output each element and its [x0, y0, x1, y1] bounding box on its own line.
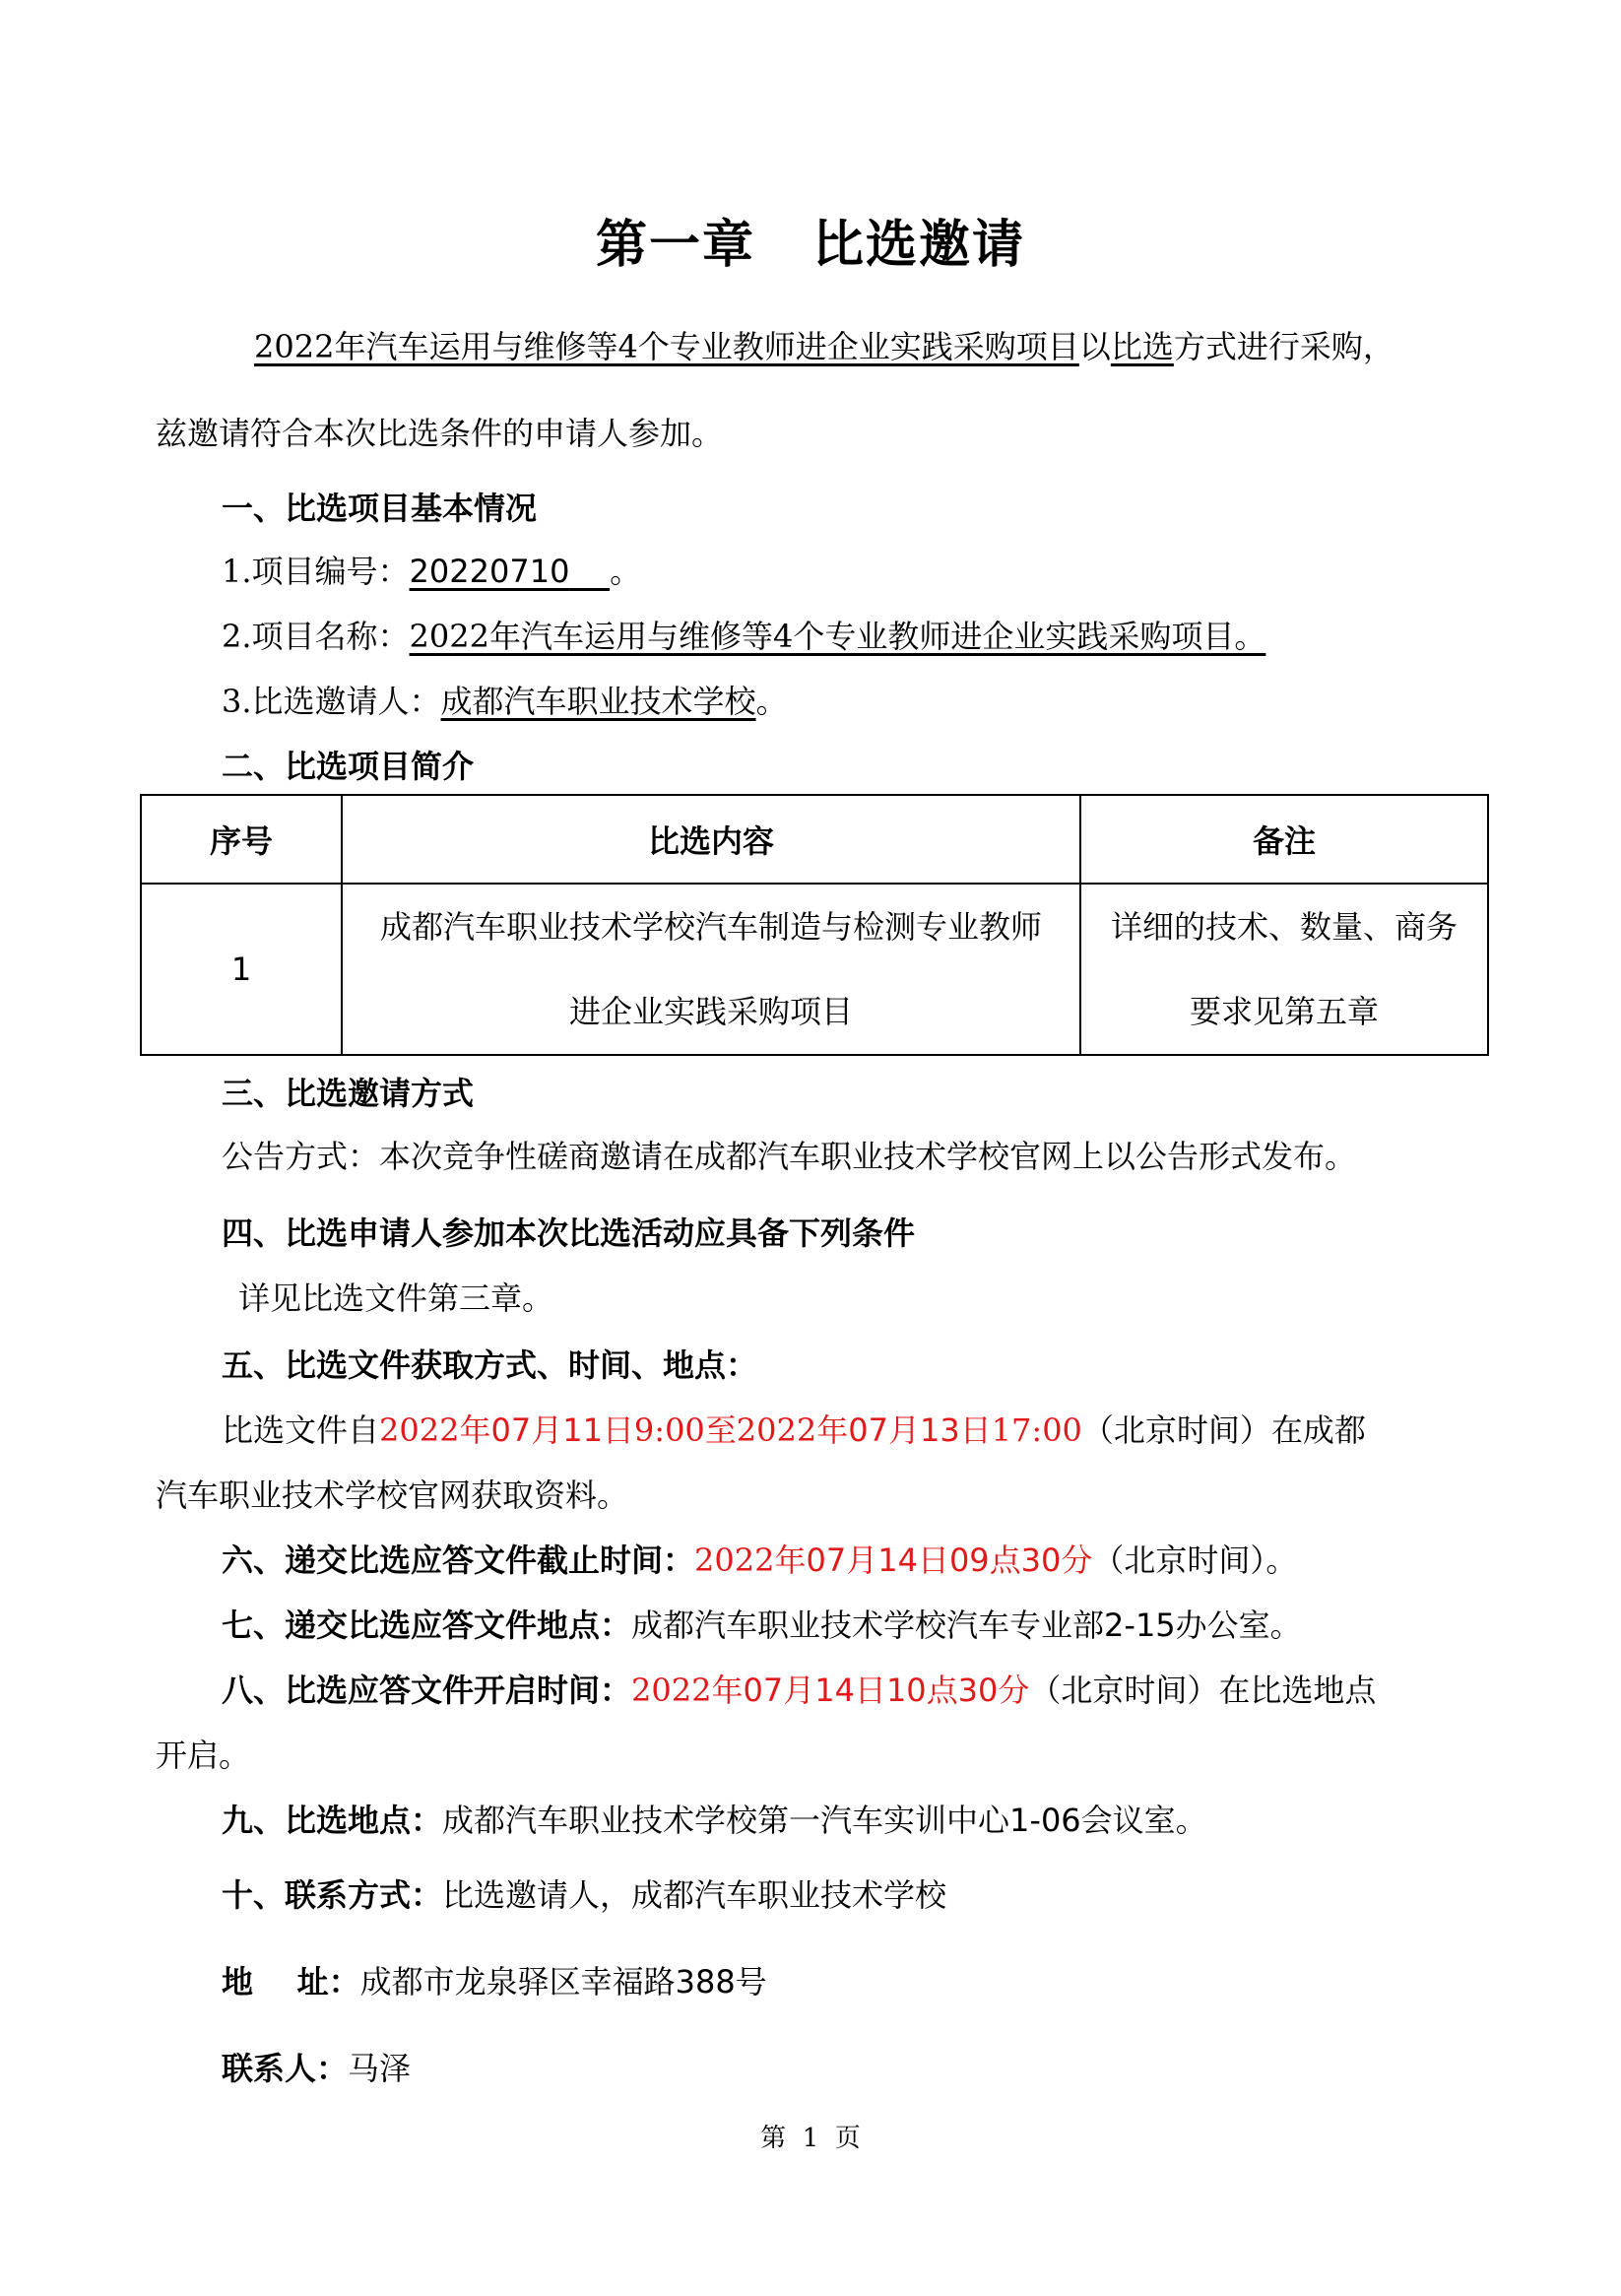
footer-suffix: 页: [834, 2124, 861, 2153]
s9-text-1: 成都汽车职业技术学校第一汽车实训中心: [442, 1802, 1010, 1839]
section-9: [222, 1799, 1207, 1842]
intro-rest: 方式进行采购，: [1173, 328, 1394, 365]
s5-red-6: 07: [848, 1411, 888, 1449]
table-cell-content: [342, 884, 1080, 1055]
s5-red-8: 13: [919, 1411, 960, 1449]
section-1-heading: 一、比选项目基本情况: [222, 490, 538, 527]
section-10-heading: 十、联系方式：: [222, 1876, 443, 1914]
s8-red-1: 2022年: [631, 1672, 744, 1709]
table-cell-content-line-2: 进企业实践采购项目: [568, 993, 853, 1030]
s9-text-2: 会议室。: [1080, 1802, 1207, 1839]
contact-name: 马泽: [348, 2050, 412, 2087]
section-8-line-2: 开启。: [156, 1737, 251, 1774]
s6-red-3: 月: [846, 1542, 878, 1579]
table-row: [141, 884, 1488, 1055]
s6-red-1: 2022年: [694, 1542, 807, 1579]
address-number: 388: [675, 1963, 736, 2001]
s8-tail: （北京时间）在比选地点: [1029, 1672, 1377, 1709]
s7-room-number: 2-15: [1104, 1607, 1176, 1644]
s8-red-9: 分: [998, 1672, 1030, 1709]
s7-text-1: 成都汽车职业技术学校汽车专业部: [631, 1607, 1105, 1644]
project-table: [140, 794, 1489, 1056]
table-header-row: [141, 795, 1488, 884]
table-cell-note: [1080, 884, 1488, 1055]
s5-red-1: 2022年: [379, 1411, 491, 1449]
s9-room-number: 1-06: [1009, 1802, 1081, 1839]
table-header-content: 比选内容: [342, 795, 1080, 884]
s5-red-9: 日17:00: [959, 1411, 1082, 1449]
page-number: 1: [802, 2124, 819, 2153]
page-title: [0, 203, 1621, 277]
section-2-heading: 二、比选项目简介: [222, 748, 475, 785]
table-cell-note-line-2: 要求见第五章: [1189, 993, 1379, 1030]
s6-red-7: 点: [989, 1542, 1021, 1579]
section-10-value: 比选邀请人，成都汽车职业技术学校: [442, 1876, 947, 1914]
table-header-no: 序号: [141, 795, 342, 884]
table-cell-content-line-1: 成都汽车职业技术学校汽车制造与检测专业教师: [379, 908, 1042, 946]
contact-person: [222, 2047, 411, 2090]
footer-prefix: 第: [760, 2124, 787, 2153]
intro-method: 比选: [1110, 328, 1174, 365]
address-end: 号: [735, 1963, 767, 2001]
s6-tail: （北京时间）。: [1092, 1542, 1298, 1579]
intro-line-2: 兹邀请符合本次比选条件的申请人参加。: [156, 415, 724, 452]
s6-red-4: 14: [877, 1542, 918, 1579]
s5-red-5: 日9:00至2022年: [602, 1411, 849, 1449]
s6-red-2: 07: [806, 1542, 847, 1579]
s8-red-7: 点: [926, 1672, 958, 1709]
s6-red-5: 日: [917, 1542, 949, 1579]
table-header-note: 备注: [1080, 795, 1488, 884]
s5-red-2: 07: [490, 1411, 532, 1449]
s8-red-5: 日: [854, 1672, 886, 1709]
project-name-value: 2022年汽车运用与维修等4个专业教师进企业实践采购项目。: [409, 618, 1266, 655]
page-footer: [0, 2118, 1621, 2154]
section-4-text: 详见比选文件第三章。: [238, 1279, 554, 1317]
chapter-title: 比选邀请: [812, 215, 1026, 275]
s8-red-4: 14: [814, 1672, 855, 1709]
project-name-label: 2.项目名称：: [222, 618, 410, 655]
project-number-label: 1.项目编号：: [222, 553, 410, 590]
s5-text-1: 比选文件自: [222, 1411, 380, 1449]
intro-line-1: [254, 325, 1394, 368]
contact-label: 联系人：: [222, 2050, 349, 2087]
project-number-end: 。: [610, 553, 642, 590]
section-3-heading: 三、比选邀请方式: [222, 1075, 475, 1112]
section-5-line-2: 汽车职业技术学校官网获取资料。: [156, 1476, 629, 1514]
project-number-value: 20220710: [409, 553, 570, 590]
s8-red-8: 30: [957, 1672, 999, 1709]
inviter-end: 。: [755, 683, 788, 720]
table-cell-no: 1: [141, 884, 342, 1055]
address: [222, 1960, 767, 2003]
s8-red-6: 10: [885, 1672, 927, 1709]
s5-red-7: 月: [887, 1411, 920, 1449]
section-4-heading: 四、比选申请人参加本次比选活动应具备下列条件: [222, 1214, 916, 1252]
address-label: 地 址：: [222, 1963, 360, 2001]
s7-text-2: 办公室。: [1175, 1607, 1302, 1644]
table-cell-note-line-1: 详细的技术、数量、商务: [1110, 908, 1458, 946]
chapter-number: 第一章: [595, 215, 755, 275]
section-5-heading: 五、比选文件获取方式、时间、地点：: [222, 1346, 758, 1384]
inviter: [222, 680, 788, 723]
section-6-heading: 六、递交比选应答文件截止时间：: [222, 1542, 695, 1579]
inviter-value: 成都汽车职业技术学校: [440, 683, 756, 720]
s6-red-8: 30: [1020, 1542, 1062, 1579]
intro-mid: 以: [1078, 328, 1111, 365]
section-7: [222, 1604, 1302, 1647]
intro-project-name: 2022年汽车运用与维修等4个专业教师进企业实践采购项目: [254, 328, 1079, 365]
section-8-line-1: [222, 1669, 1376, 1712]
section-6: [222, 1539, 1297, 1582]
s6-red-9: 分: [1061, 1542, 1093, 1579]
s6-red-6: 09: [948, 1542, 990, 1579]
section-8-heading: 八、比选应答文件开启时间：: [222, 1672, 632, 1709]
project-name: [222, 615, 1265, 658]
inviter-label: 3.比选邀请人：: [222, 683, 441, 720]
section-9-heading: 九、比选地点：: [222, 1802, 443, 1839]
section-7-heading: 七、递交比选应答文件地点：: [222, 1607, 632, 1644]
address-text: 成都市龙泉驿区幸福路: [359, 1963, 676, 2001]
section-5-line-1: [222, 1409, 1366, 1452]
project-number: [222, 550, 641, 593]
section-10: [222, 1873, 946, 1917]
s8-red-2: 07: [743, 1672, 784, 1709]
s5-red-3: 月: [531, 1411, 563, 1449]
section-3-text: 公告方式：本次竞争性磋商邀请在成都汽车职业技术学校官网上以公告形式发布。: [222, 1138, 1357, 1175]
s8-red-3: 月: [783, 1672, 815, 1709]
s5-text-2: （北京时间）在成都: [1081, 1411, 1366, 1449]
s5-red-4: 11: [562, 1411, 603, 1449]
